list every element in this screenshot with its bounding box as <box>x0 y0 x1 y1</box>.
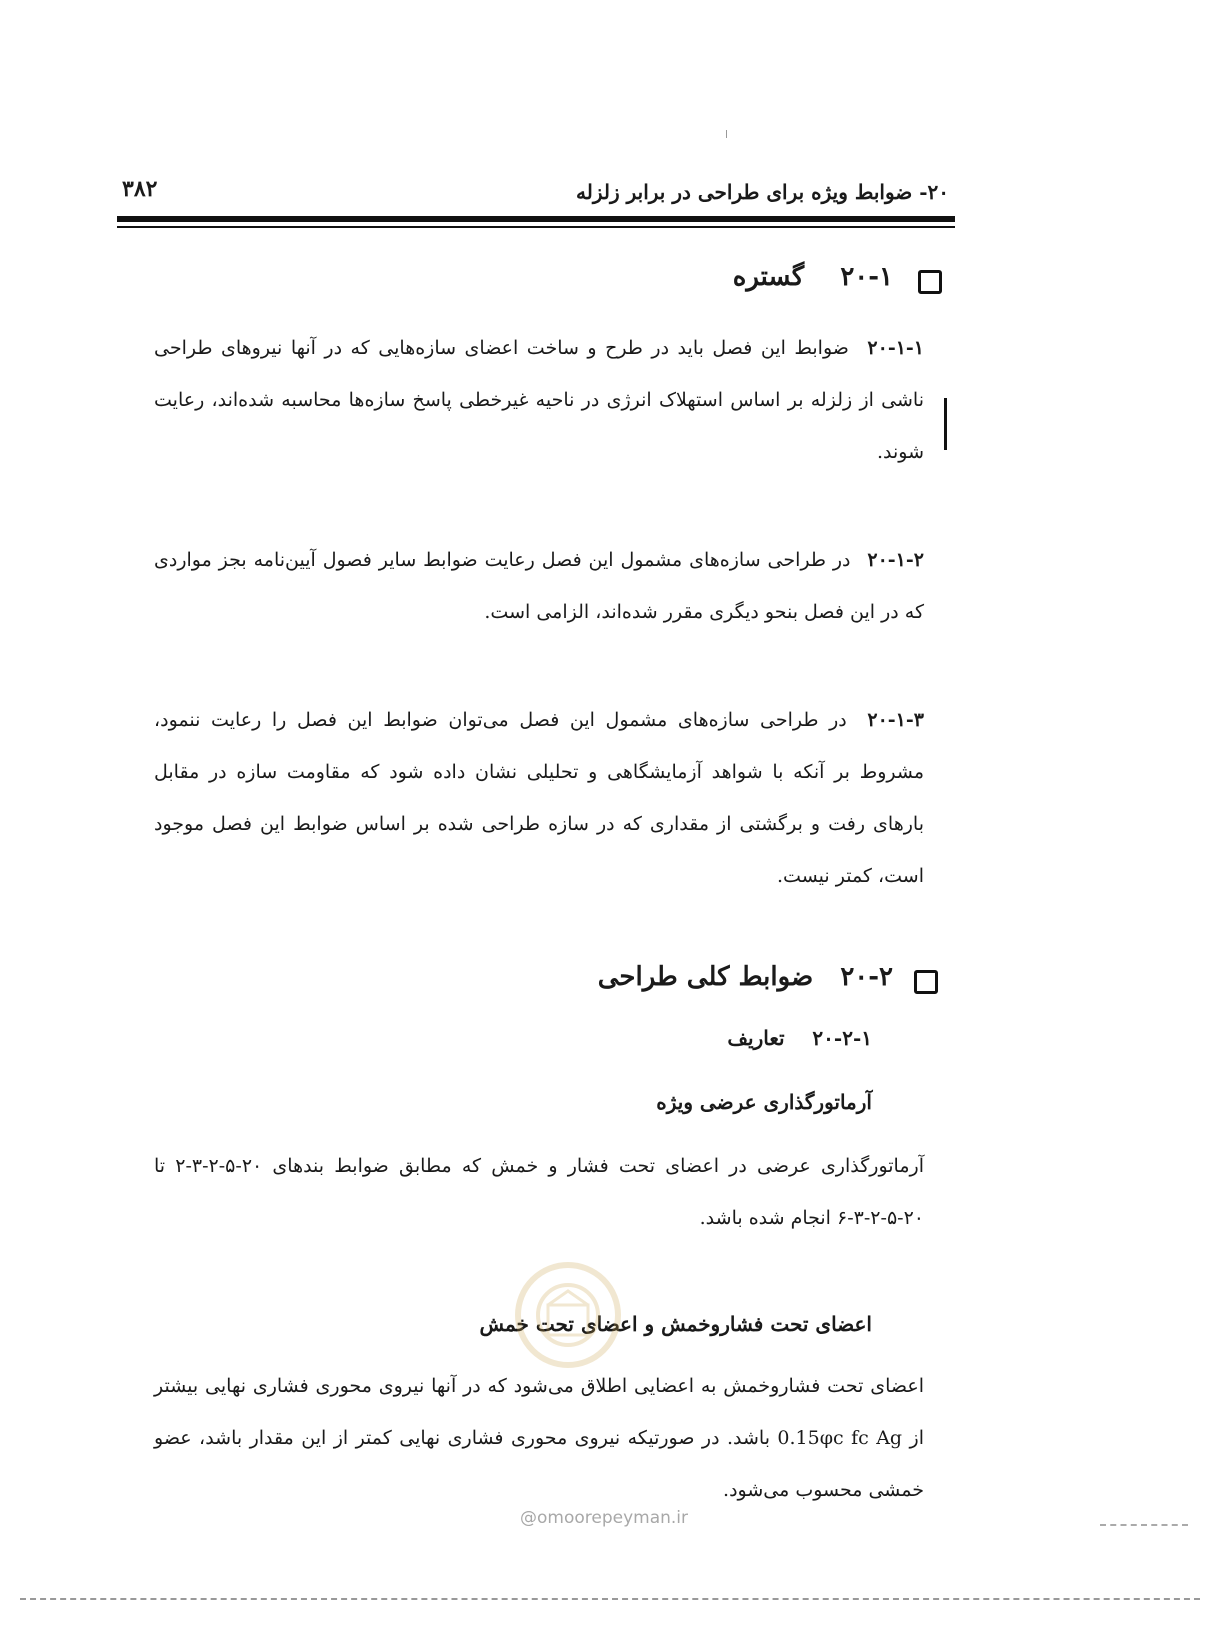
formula: 0.15φc fc Ag <box>777 1427 903 1449</box>
section-number: ۲۰-۲ <box>840 962 893 992</box>
definition-term: آرماتورگذاری عرضی ویژه <box>656 1090 872 1114</box>
header-rule-thin <box>117 226 955 228</box>
revision-margin-bar <box>944 398 947 450</box>
definition-text <box>154 1360 924 1516</box>
definition-text-part: باشد. در صورتیکه نیروی محوری فشاری نهایی کمتر از این مقدار باشد، عضو خمشی محسوب می‌شود. <box>154 1427 924 1501</box>
subsection-number: ۲۰-۲-۱ <box>812 1026 872 1050</box>
scan-mark <box>726 130 727 138</box>
section-title: ضوابط کلی طراحی <box>597 962 814 992</box>
subsection-title: تعاریف <box>727 1026 785 1050</box>
header-rule-thick <box>117 216 955 222</box>
paragraph-number: ۲۰-۱-۱ <box>867 337 924 359</box>
paragraph-20-1-1 <box>154 322 924 478</box>
watermark-logo-icon <box>508 1255 628 1375</box>
paragraph-text: در طراحی سازه‌های مشمول این فصل می‌توان ضوابط این فصل را رعایت ننمود، مشروط بر آنکه با شواهد آزمایشگاهی و تحلیلی نشان داده شود که مقاومت سازه در مقابل بارهای رفت و برگشتی از مقداری که در سازه طراحی شده بر اساس ضوابط این فصل موجود است، کمتر نیست. <box>154 709 924 887</box>
definition-text-part: اعضای تحت فشاروخمش به اعضایی اطلاق می‌شود که در آنها نیروی محوری فشاری نهایی بیشتر از <box>154 1375 924 1449</box>
paragraph-20-1-2 <box>154 534 924 638</box>
definition-term: اعضای تحت فشاروخمش و اعضای تحت خمش <box>479 1312 872 1336</box>
scan-artifact-dashes <box>1100 1524 1188 1526</box>
watermark-url: @omoorepeyman.ir <box>520 1508 689 1528</box>
paragraph-number: ۲۰-۱-۲ <box>867 549 924 571</box>
paragraph-20-1-3 <box>154 694 924 902</box>
page-number: ۳۸۲ <box>122 176 158 202</box>
scan-artifact-dashes <box>20 1598 1200 1600</box>
section-heading-scope <box>733 262 893 292</box>
definition-text: آرماتورگذاری عرضی در اعضای تحت فشار و خمش که مطابق ضوابط بندهای ۲۰-۵-۲-۳-۲ تا ۲۰-۵-۲-۳-۶ انجام شده باشد. <box>154 1155 924 1229</box>
section-heading-general-design <box>598 962 893 992</box>
section-checkbox-icon <box>918 270 942 294</box>
paragraph-text: در طراحی سازه‌های مشمول این فصل رعایت ضوابط سایر فصول آیین‌نامه بجز مواردی که در این فصل بنحو دیگری مقرر شده‌اند، الزامی است. <box>154 549 924 623</box>
paragraph-text: ضوابط این فصل باید در طرح و ساخت اعضای سازه‌هایی که در آنها نیروهای طراحی ناشی از زلزله بر اساس استهلاک انرژی در ناحیه غیرخطی پاسخ سازه‌ها محاسبه شده‌اند، رعایت شوند. <box>154 337 924 463</box>
paragraph-number: ۲۰-۱-۳ <box>867 709 924 731</box>
section-title: گستره <box>732 262 805 292</box>
chapter-header: ۲۰- ضوابط ویژه برای طراحی در برابر زلزله <box>576 180 949 204</box>
section-checkbox-icon <box>914 970 938 994</box>
subsection-heading-definitions <box>727 1026 872 1050</box>
section-number: ۲۰-۱ <box>840 262 893 292</box>
